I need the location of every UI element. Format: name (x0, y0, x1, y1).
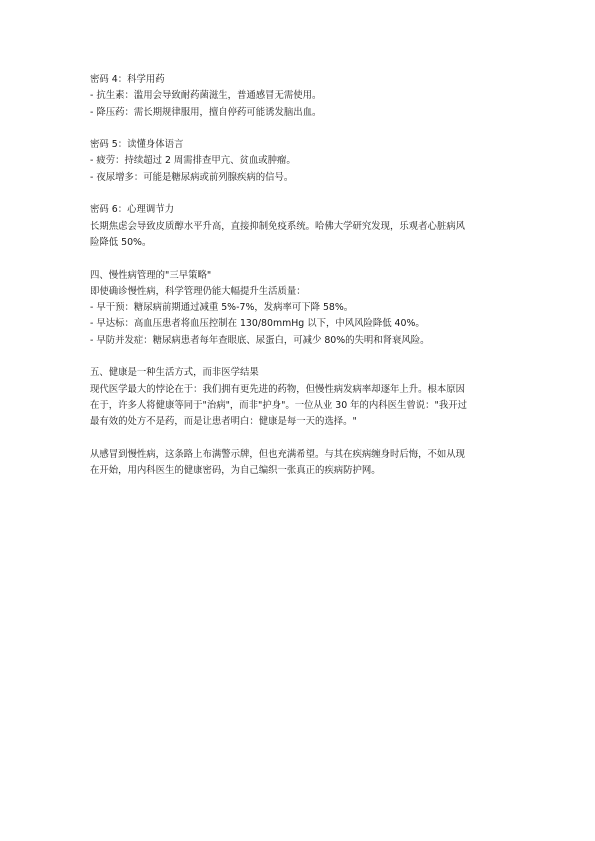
paragraph-line: 即使确诊慢性病，科学管理仍能大幅提升生活质量： (90, 285, 306, 297)
section-five (90, 365, 510, 430)
list-item: - 疲劳：持续超过 2 周需排查甲亢、贫血或肿瘤。 (90, 155, 296, 167)
paragraph-line: 从感冒到慢性病，这条路上布满警示牌，但也充满希望。与其在疾病缠身时后悔，不如从现 (90, 448, 466, 460)
section-heading: 密码 6：心理调节力 (90, 204, 174, 216)
paragraph-gap (90, 349, 510, 365)
list-item: - 夜尿增多：可能是糖尿病或前列腺疾病的信号。 (90, 171, 294, 183)
paragraph-line: 现代医学最大的悖论在于：我们拥有更先进的药物，但慢性病发病率却逐年上升。根本原因 (90, 383, 466, 395)
paragraph-line: 在开始，用内科医生的健康密码，为自己编织一张真正的疾病防护网。 (90, 465, 381, 477)
section-code-6 (90, 202, 510, 251)
section-four (90, 268, 510, 349)
paragraph-gap (90, 121, 510, 137)
section-heading: 密码 5：读懂身体语言 (90, 139, 184, 151)
paragraph-gap (90, 251, 510, 267)
section-heading: 四、慢性病管理的"三早策略" (90, 269, 212, 281)
list-item: - 抗生素：滥用会导致耐药菌滋生，普通感冒无需使用。 (90, 90, 322, 102)
document-body (90, 72, 510, 479)
list-item: - 早防并发症：糖尿病患者每年查眼底、尿蛋白，可减少 80%的失明和肾衰风险。 (90, 334, 430, 346)
list-item: - 早干预：糖尿病前期通过减重 5%-7%，发病率可下降 58%。 (90, 302, 354, 314)
paragraph-gap (90, 431, 510, 447)
paragraph-line: 最有效的处方不是药，而是让患者明白：健康是每一天的选择。" (90, 416, 357, 428)
paragraph-gap (90, 186, 510, 202)
section-heading: 密码 4：科学用药 (90, 74, 165, 85)
closing-paragraph (90, 447, 510, 480)
paragraph-line: 在于，许多人将健康等同于"治病"，而非"护身"。一位从业 30 年的内科医生曾说："我开过 (90, 399, 467, 411)
list-item: - 早达标：高血压患者将血压控制在 130/80mmHg 以下，中风风险降低 40%。 (90, 318, 425, 330)
list-item: - 降压药：需长期规律服用，擅自停药可能诱发脑出血。 (90, 106, 322, 118)
paragraph-line: 长期焦虑会导致皮质醇水平升高，直接抑制免疫系统。哈佛大学研究发现，乐观者心脏病风 (90, 220, 466, 232)
section-heading: 五、健康是一种生活方式，而非医学结果 (90, 367, 259, 379)
section-code-5 (90, 137, 510, 186)
section-code-4 (90, 72, 510, 121)
paragraph-line: 险降低 50%。 (90, 236, 152, 248)
